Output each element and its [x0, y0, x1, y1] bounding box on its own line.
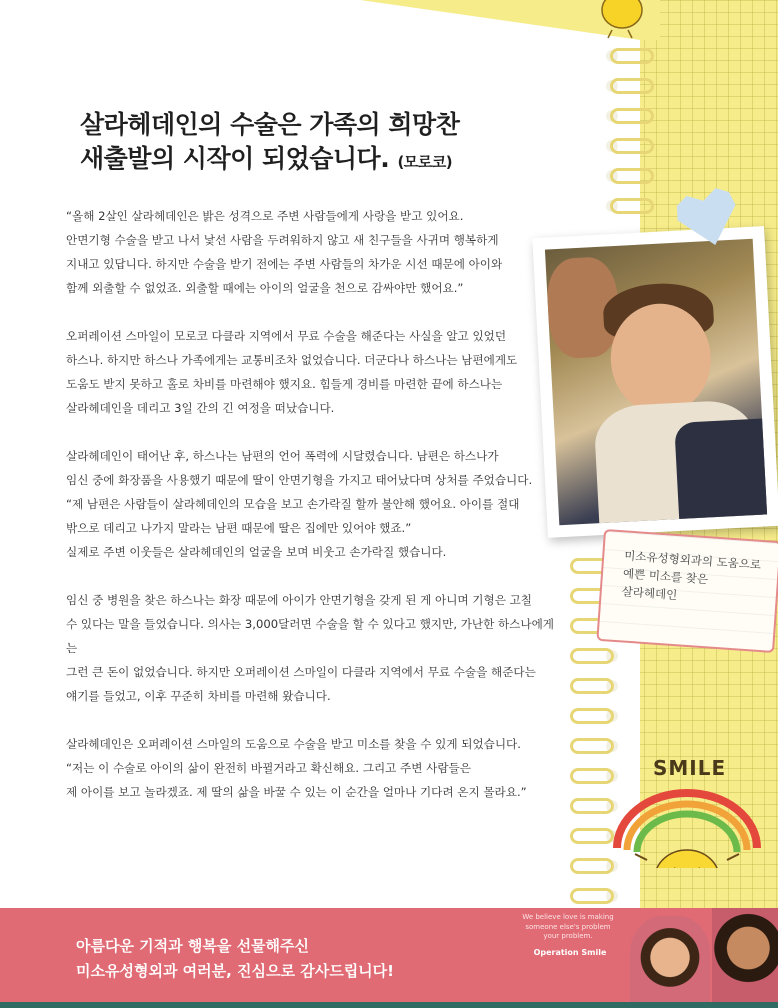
bottom-rule: [0, 1002, 778, 1008]
photo-frame: [532, 226, 778, 538]
paragraph-3: 살라헤데인이 태어난 후, 하스나는 남편의 언어 폭력에 시달렸습니다. 남편은 하스나가 임신 중에 화장품을 사용했기 때문에 딸이 안면기형을 가지고 태어났다며 상처를 주었습니다. “제 남편은 사람들이 살라헤데인의 모습을 보고 손가락질 할까 불안해 했어요. 아이를 절대 밖으로 데리고 나가지 말라는 남편 때문에 딸은 집에만 있어야 했죠.” 실제로 주변 이웃들은 살라헤데인의 얼굴을 보며 비웃고 손가락질 했습니다.: [66, 449, 533, 559]
smile-label: SMILE: [653, 756, 727, 780]
banner-line-1: 아름다운 기적과 행복을 선물해주신: [76, 937, 310, 955]
article-body: [66, 204, 561, 828]
photo-caption-note: 미소유성형외과의 도움으로 예쁜 미소를 찾은 살라헤데인: [596, 529, 778, 653]
title-line-1: 살라헤데인의 수술은 가족의 희망찬: [80, 110, 460, 139]
child-photo: [630, 916, 710, 1008]
paragraph-5: 살라헤데인은 오퍼레이션 스마일의 도움으로 수술을 받고 미소를 찾을 수 있게 되었습니다. “저는 이 수술로 아이의 삶이 완전히 바뀔거라고 확신해요. 그리고 주변 사람들은 제 아이를 보고 놀라겠죠. 제 딸의 삶을 바꿀 수 있는 이 순간을 얼마나 기다려 온지 몰라요.”: [66, 737, 527, 799]
woman-photo: [712, 908, 778, 1008]
bottom-banner: [0, 908, 778, 1008]
title-line-2: 새출발의 시작이 되었습니다.: [80, 144, 390, 173]
paragraph-1: “올해 2살인 살라헤데인은 밝은 성격으로 주변 사람들에게 사랑을 받고 있어요. 안면기형 수술을 받고 나서 낯선 사람을 두려워하지 않고 새 친구들을 사귀며 행복하게 지내고 있답니다. 하지만 수술을 받기 전에는 주변 사람들의 차가운 시선 때문에 아이와 함께 외출할 수 없었죠. 외출할 때에는 아이의 얼굴을 천으로 감싸야만 했어요.”: [66, 209, 503, 295]
banner-line-2: 미소유성형외과 여러분, 진심으로 감사드립니다!: [76, 962, 395, 980]
paragraph-2: 오퍼레이션 스마일이 모로코 다클라 지역에서 무료 수술을 해준다는 사실을 알고 있었던 하스나. 하지만 하스나 가족에게는 교통비조차 없었습니다. 더군다나 하스나는 남편에게도 도움도 받지 못하고 홀로 차비를 마련해야 했지요. 힘들게 경비를 마련한 끝에 하스나는 살라헤데인을 데리고 3일 간의 긴 여정을 떠났습니다.: [66, 329, 518, 415]
paragraph-4: 임신 중 병원을 찾은 하스나는 화장 때문에 아이가 안면기형을 갖게 된 게 아니며 기형은 고칠 수 있다는 말을 들었습니다. 의사는 3,000달러면 수술을 할 수 있다고 했지만, 가난한 하스나에게는 그런 큰 돈이 없었습니다. 하지만 오퍼레이션 스마일이 다클라 지역에서 무료 수술을 해준다는 얘기를 들었고, 이후 꾸준히 차비를 마련해 왔습니다.: [66, 593, 554, 703]
mother-and-child-photo: [545, 239, 767, 526]
operation-smile-logo: Operation Smile: [533, 948, 607, 957]
banner-tagline: We believe love is making someone else's problem your problem.: [522, 913, 614, 940]
rainbow-sun-icon: [612, 788, 762, 868]
chick-icon: [598, 0, 646, 40]
title-country: (모로코): [397, 153, 453, 171]
article-title: [80, 108, 520, 179]
banner-message: [76, 934, 394, 984]
